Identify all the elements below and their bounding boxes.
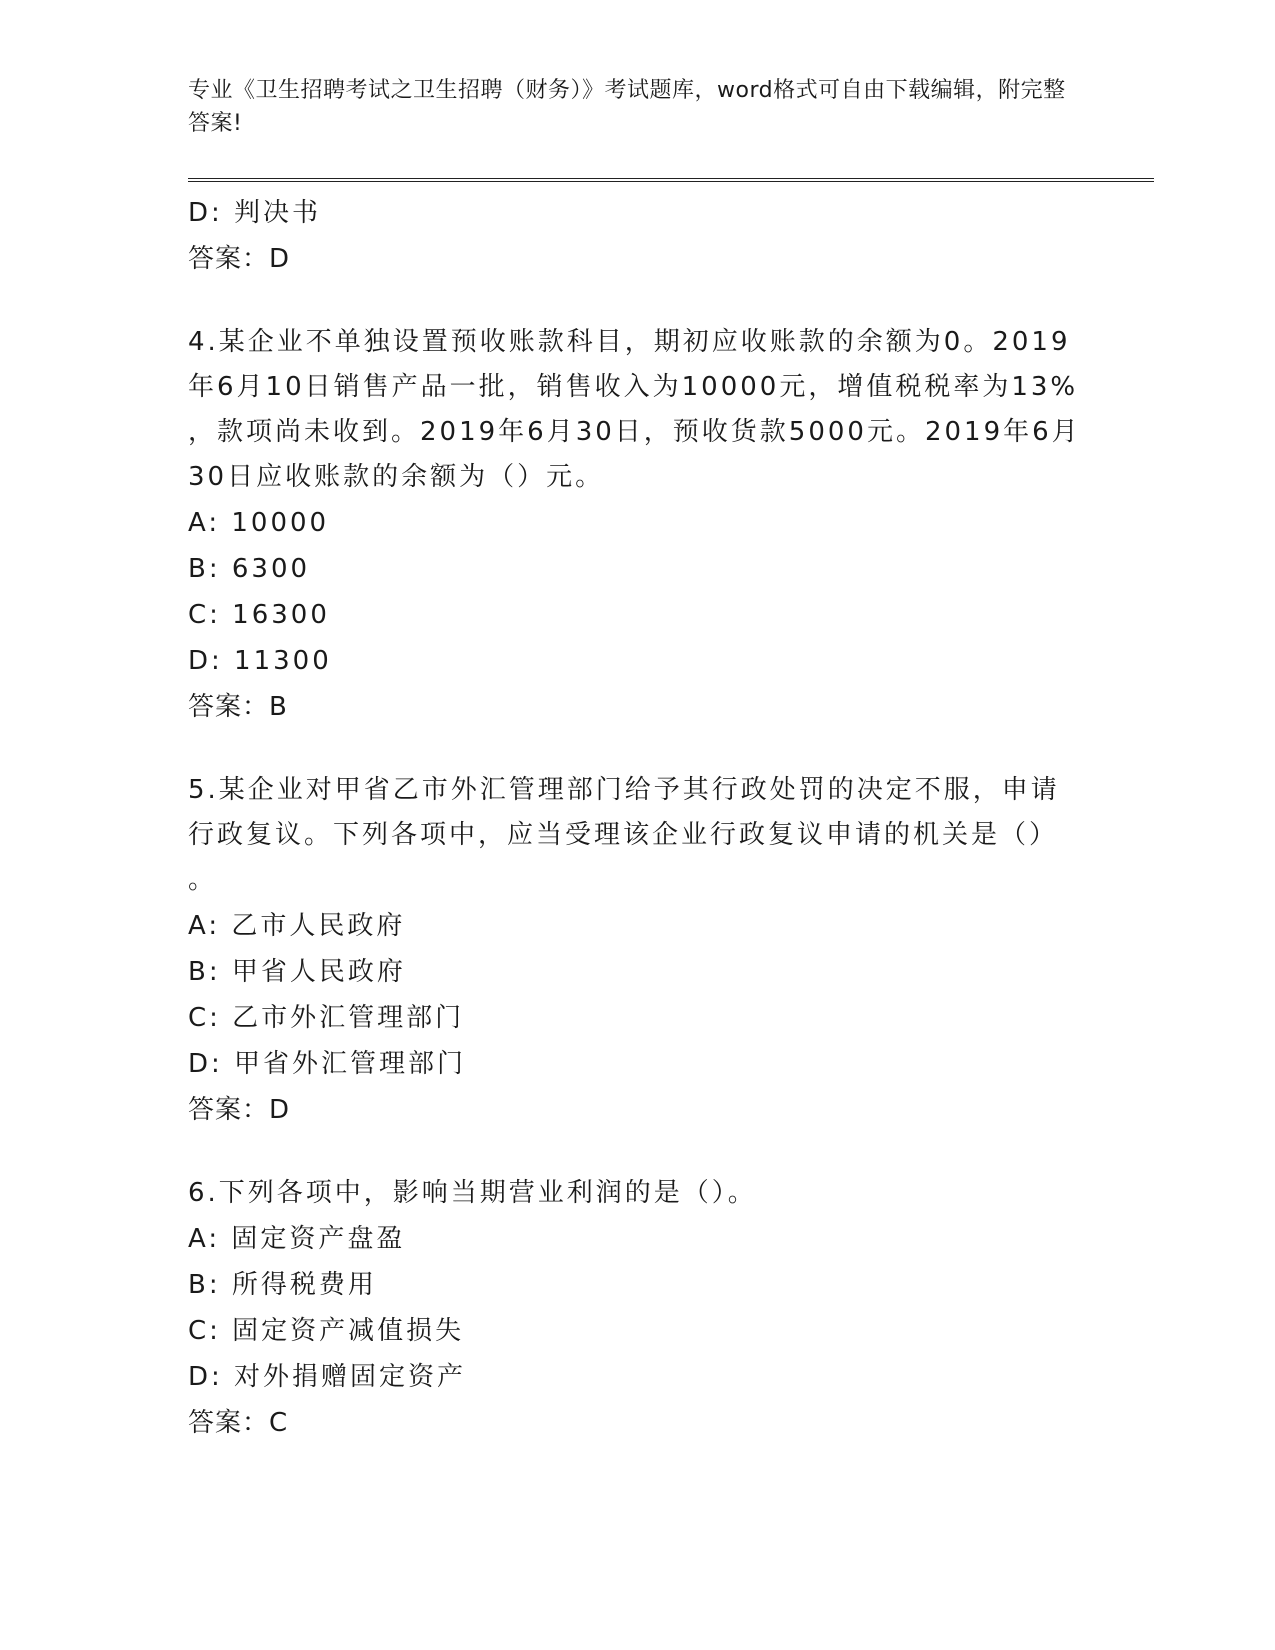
option-c: C: 乙市外汇管理部门 <box>188 1003 465 1033</box>
option-b: B: 甲省人民政府 <box>188 957 406 987</box>
option-a: A: 乙市人民政府 <box>188 911 406 941</box>
previous-question-tail <box>188 190 1088 282</box>
option-a: A: 固定资产盘盈 <box>188 1224 406 1254</box>
answer-line: 答案：B <box>188 692 288 722</box>
question-5 <box>188 768 1088 1133</box>
option-d: D: 甲省外汇管理部门 <box>188 1049 467 1079</box>
answer-line: 答案：D <box>188 244 291 274</box>
question-stem: 4.某企业不单独设置预收账款科目，期初应收账款的余额为0。2019 年6月10日销售产品一批，销售收入为10000元，增值税税率为13% ，款项尚未收到。2019年6月30日，预收货款5000元。2019年6月 30日应收账款的余额为（）元。 <box>188 327 1081 492</box>
option-a: A: 10000 <box>188 508 330 538</box>
option-d: D: 11300 <box>188 646 332 676</box>
option-c: C: 固定资产减值损失 <box>188 1316 465 1346</box>
question-list <box>188 190 1088 1446</box>
option-b: B: 6300 <box>188 554 311 584</box>
option-c: C: 16300 <box>188 600 330 630</box>
answer-line: 答案：D <box>188 1095 291 1125</box>
question-6 <box>188 1171 1088 1446</box>
page-header: 专业《卫生招聘考试之卫生招聘（财务）》考试题库，word格式可自由下载编辑，附完整答案! <box>188 78 1066 136</box>
question-stem: 6.下列各项中，影响当期营业利润的是（）。 <box>188 1178 757 1208</box>
option-d: D: 判决书 <box>188 198 322 228</box>
option-d: D: 对外捐赠固定资产 <box>188 1362 467 1392</box>
answer-line: 答案：C <box>188 1408 289 1438</box>
option-b: B: 所得税费用 <box>188 1270 377 1300</box>
header-divider <box>188 178 1154 182</box>
question-stem: 5.某企业对甲省乙市外汇管理部门给予其行政处罚的决定不服，申请 行政复议。下列各项中，应当受理该企业行政复议申请的机关是（） 。 <box>188 775 1060 895</box>
question-4 <box>188 320 1088 730</box>
